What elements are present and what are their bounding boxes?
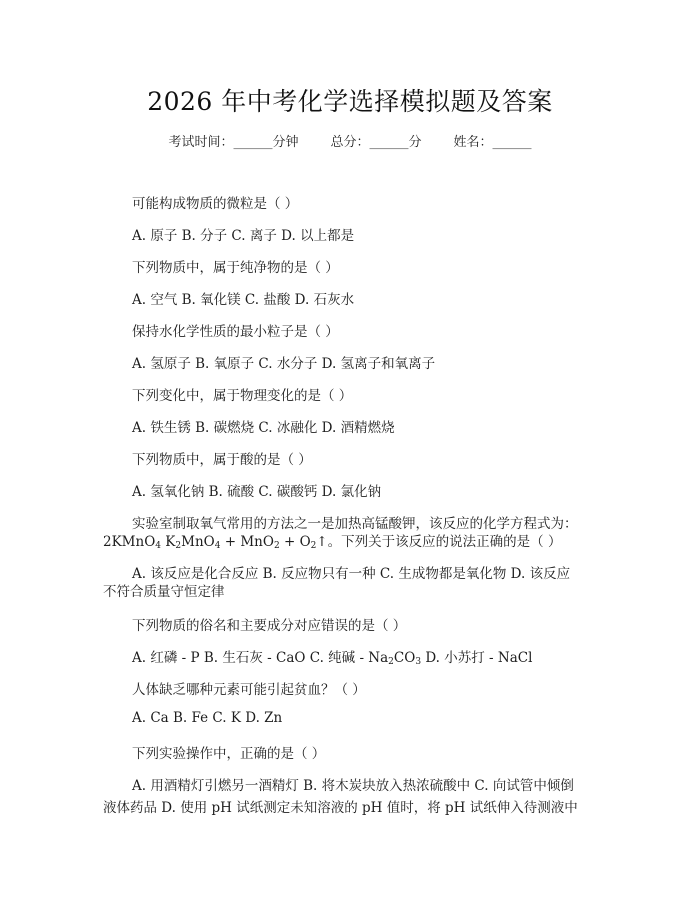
question-stem: 下列物质中，属于酸的是（ ） — [132, 452, 312, 468]
exam-meta — [0, 131, 700, 150]
question-options: A. 氢原子 B. 氧原子 C. 水分子 D. 氢离子和氧离子 — [132, 356, 436, 372]
question-options-line1: A. 用酒精灯引燃另一酒精灯 B. 将木炭块放入热浓硫酸中 C. 向试管中倾倒 — [132, 778, 574, 794]
question-options: A. 氢氧化钠 B. 硫酸 C. 碳酸钙 D. 氯化钠 — [132, 484, 382, 500]
exam-score: 总分：______分 — [330, 135, 422, 150]
question-stem: 下列物质的俗名和主要成分对应错误的是（ ） — [132, 618, 407, 634]
question-options-line1: A. 该反应是化合反应 B. 反应物只有一种 C. 生成物都是氧化物 D. 该反应 — [132, 566, 571, 582]
question-stem-line1: 实验室制取氧气常用的方法之一是加热高锰酸钾，该反应的化学方程式为： — [132, 516, 578, 532]
question-options: A. 原子 B. 分子 C. 离子 D. 以上都是 — [132, 228, 355, 244]
question-options: A. 空气 B. 氧化镁 C. 盐酸 D. 石灰水 — [132, 292, 355, 308]
question-stem: 可能构成物质的微粒是（ ） — [132, 196, 299, 212]
question-stem: 保持水化学性质的最小粒子是（ ） — [132, 324, 339, 340]
exam-name: 姓名：______ — [453, 135, 532, 150]
question-stem: 下列实验操作中，正确的是（ ） — [132, 746, 326, 762]
exam-time: 考试时间：______分钟 — [168, 135, 299, 150]
question-stem-line2: 2KMnO$_4$ $K_2MnO_4 + MnO_2$ + $O_2↑$。下列关于该反应的说法正确的是（ ） — [103, 534, 562, 551]
question-options-line2: 不符合质量守恒定律 — [103, 584, 225, 600]
question-options: A. 铁生锈 B. 碳燃烧 C. 冰融化 D. 酒精燃烧 — [132, 420, 395, 436]
question-options-line2: 液体药品 D. 使用 pH 试纸测定未知溶液的 pH 值时，将 pH 试纸伸入待测液中 — [103, 800, 578, 816]
question-stem: 下列物质中，属于纯净物的是（ ） — [132, 260, 339, 276]
question-options: A. 红磷 - P B. 生石灰 - CaO C. 纯碱 - $Na_2CO_3$ D. 小苏打 - NaCl — [132, 650, 533, 667]
question-stem: 人体缺乏哪种元素可能引起贫血？（ ） — [132, 682, 366, 698]
question-stem: 下列变化中，属于物理变化的是（ ） — [132, 388, 353, 404]
page-title: 2026 年中考化学选择模拟题及答案 — [147, 87, 553, 116]
question-options: A. Ca B. Fe C. K D. Zn — [132, 710, 283, 726]
